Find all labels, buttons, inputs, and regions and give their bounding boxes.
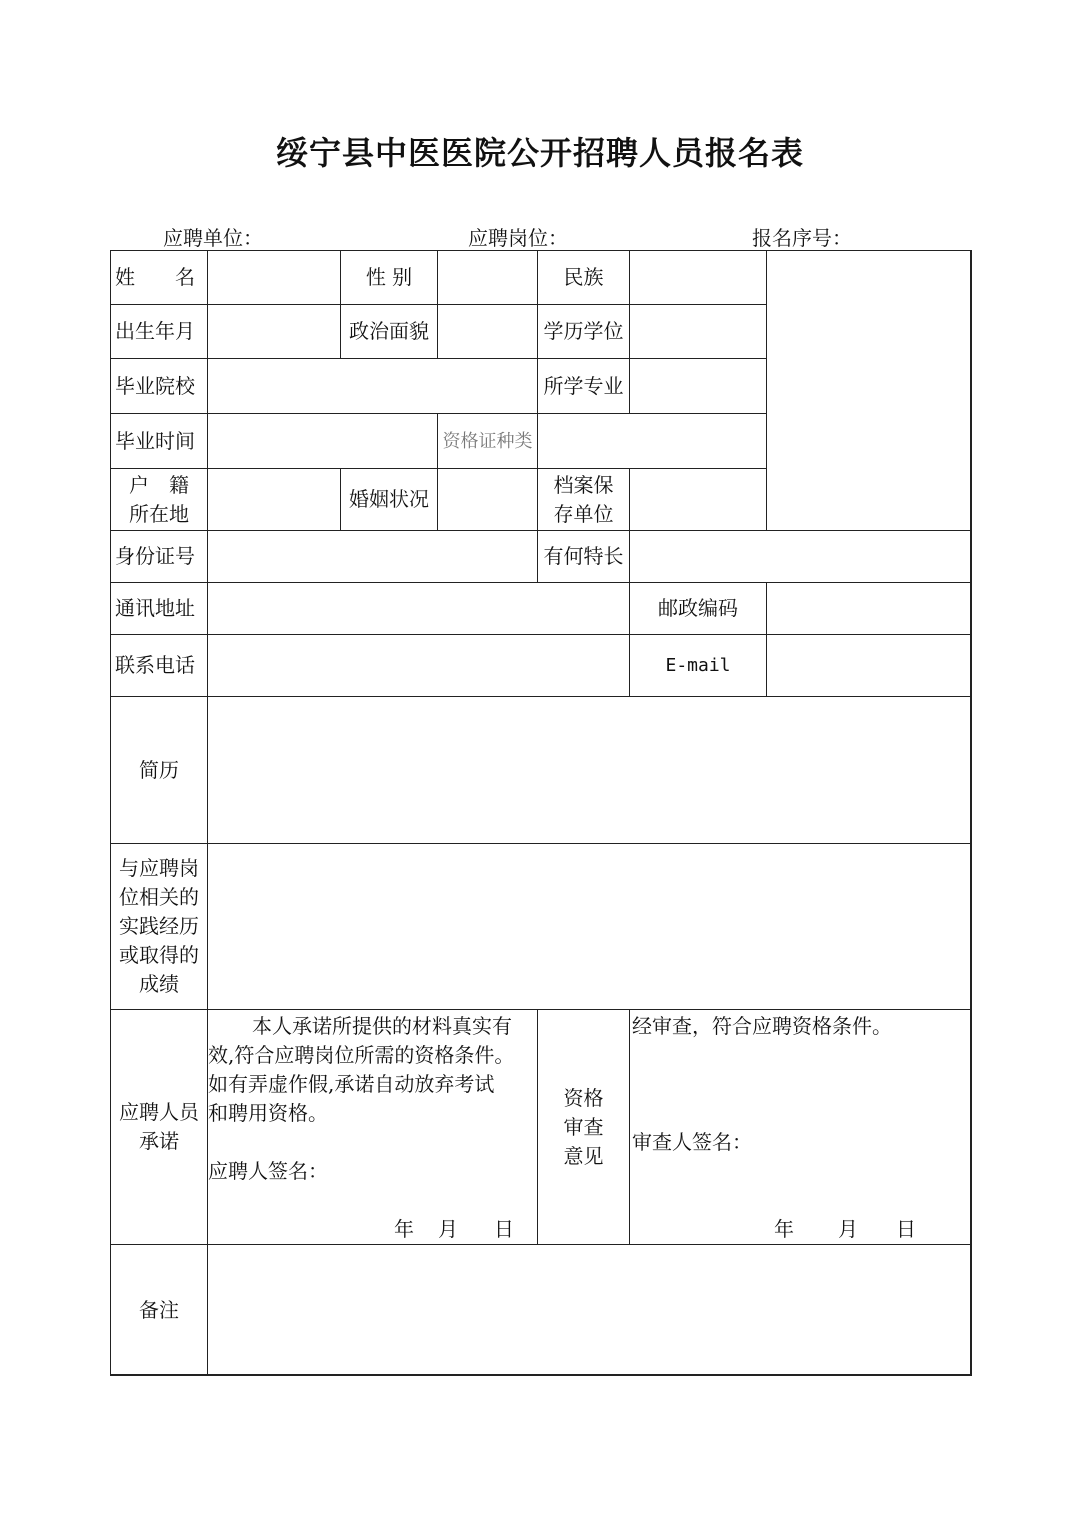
label-phone-text: 联系电话: [115, 653, 195, 677]
label-gender-text: 性 别: [365, 265, 413, 289]
label-cert-type: [437, 413, 537, 468]
table-right-border: [970, 250, 972, 1376]
field-cert-type[interactable]: [537, 413, 766, 468]
registration-form: [110, 250, 972, 1376]
label-practice-line4: 或取得的: [119, 943, 199, 967]
label-grad-time-text: 毕业时间: [115, 428, 195, 453]
pledge-line2: 效,符合应聘岗位所需的资格条件。: [208, 1043, 515, 1067]
field-grad-time[interactable]: [207, 413, 437, 468]
label-name: [110, 250, 207, 304]
label-resume: [110, 696, 207, 843]
field-major[interactable]: [629, 358, 766, 413]
pledge-date-month: 月: [438, 1217, 458, 1241]
label-postcode-text: 邮政编码: [658, 596, 738, 620]
label-pledge-line2: 承诺: [139, 1129, 179, 1153]
label-practice: [110, 843, 207, 1009]
label-review: [537, 1009, 629, 1244]
serial-label: 报名序号：: [752, 226, 852, 250]
field-political[interactable]: [437, 304, 537, 358]
label-education: [537, 304, 629, 358]
field-archive[interactable]: [629, 468, 766, 530]
pledge-date-day: 日: [494, 1217, 514, 1241]
field-resume[interactable]: [207, 696, 972, 843]
field-id-no[interactable]: [207, 530, 537, 582]
review-date-year: 年: [774, 1217, 794, 1241]
label-email: [629, 634, 766, 696]
label-school: [110, 358, 207, 413]
label-review-line2: 审查: [563, 1114, 604, 1139]
field-birth[interactable]: [207, 304, 340, 358]
field-remarks[interactable]: [207, 1244, 972, 1376]
field-marital[interactable]: [437, 468, 537, 530]
label-resume-text: 简历: [139, 757, 179, 782]
table-bottom-border: [110, 1374, 972, 1376]
label-hukou: [110, 468, 207, 530]
field-phone[interactable]: [207, 634, 629, 696]
label-email-text: E-mail: [665, 655, 731, 676]
field-email[interactable]: [766, 634, 972, 696]
pledge-date-year: 年: [394, 1217, 414, 1241]
review-text: 经审查，符合应聘资格条件。: [632, 1014, 892, 1038]
label-birth-text: 出生年月: [115, 319, 195, 343]
label-practice-line1: 与应聘岗: [119, 856, 199, 880]
label-marital-text: 婚姻状况: [349, 487, 429, 511]
label-id-no: [110, 530, 207, 582]
label-practice-line2: 位相关的: [119, 885, 199, 909]
field-address[interactable]: [207, 582, 629, 634]
label-practice-line3: 实践经历: [119, 914, 199, 938]
label-remarks: [110, 1244, 207, 1376]
label-political-text: 政治面貌: [349, 319, 429, 343]
label-archive-line2: 存单位: [553, 501, 614, 526]
label-review-line3: 意见: [563, 1143, 604, 1168]
pledge-cell[interactable]: [207, 1009, 537, 1244]
position-label: 应聘岗位：: [468, 226, 568, 250]
label-cert-type-text: 资格证种类: [442, 430, 533, 452]
label-phone: [110, 634, 207, 696]
label-education-text: 学历学位: [543, 319, 624, 343]
label-political: [340, 304, 437, 358]
pledge-signature-label: 应聘人签名：: [208, 1159, 328, 1183]
label-address-text: 通讯地址: [115, 596, 195, 620]
field-ethnicity[interactable]: [629, 250, 766, 304]
review-date-month: 月: [838, 1217, 858, 1241]
field-gender[interactable]: [437, 250, 537, 304]
label-name-text: 姓 名: [115, 265, 195, 289]
field-name[interactable]: [207, 250, 340, 304]
label-birth: [110, 304, 207, 358]
unit-label: 应聘单位：: [163, 226, 263, 250]
review-signature-label: 审查人签名：: [632, 1130, 752, 1154]
field-specialty[interactable]: [629, 530, 972, 582]
pledge-line3: 如有弄虚作假,承诺自动放弃考试: [208, 1072, 495, 1096]
label-archive-line1: 档案保: [553, 472, 614, 497]
label-remarks-text: 备注: [139, 1298, 179, 1322]
field-education[interactable]: [629, 304, 766, 358]
label-archive: [537, 468, 629, 530]
label-major-text: 所学专业: [543, 373, 624, 398]
label-gender: [340, 250, 437, 304]
field-practice[interactable]: [207, 843, 972, 1009]
label-address: [110, 582, 207, 634]
label-grad-time: [110, 413, 207, 468]
label-specialty-text: 有何特长: [543, 544, 624, 568]
pledge-line4: 和聘用资格。: [208, 1101, 328, 1125]
field-hukou[interactable]: [207, 468, 340, 530]
label-postcode: [629, 582, 766, 634]
label-id-no-text: 身份证号: [115, 544, 195, 568]
form-title: 绥宁县中医医院公开招聘人员报名表: [275, 134, 804, 172]
label-ethnicity-text: 民族: [563, 265, 604, 289]
label-school-text: 毕业院校: [115, 373, 195, 398]
field-school[interactable]: [207, 358, 537, 413]
label-pledge: [110, 1009, 207, 1244]
review-date-day: 日: [896, 1217, 916, 1241]
label-review-line1: 资格: [563, 1085, 604, 1110]
label-practice-line5: 成绩: [139, 972, 179, 996]
label-ethnicity: [537, 250, 629, 304]
field-postcode[interactable]: [766, 582, 972, 634]
label-pledge-line1: 应聘人员: [119, 1100, 199, 1124]
pledge-line1: 本人承诺所提供的材料真实有: [252, 1014, 512, 1038]
label-major: [537, 358, 629, 413]
review-cell[interactable]: [629, 1009, 972, 1244]
label-marital: [340, 468, 437, 530]
label-hukou-line2: 所在地: [129, 501, 189, 526]
label-specialty: [537, 530, 629, 582]
label-hukou-line1: 户 籍: [129, 472, 189, 497]
photo-box[interactable]: [766, 250, 972, 530]
